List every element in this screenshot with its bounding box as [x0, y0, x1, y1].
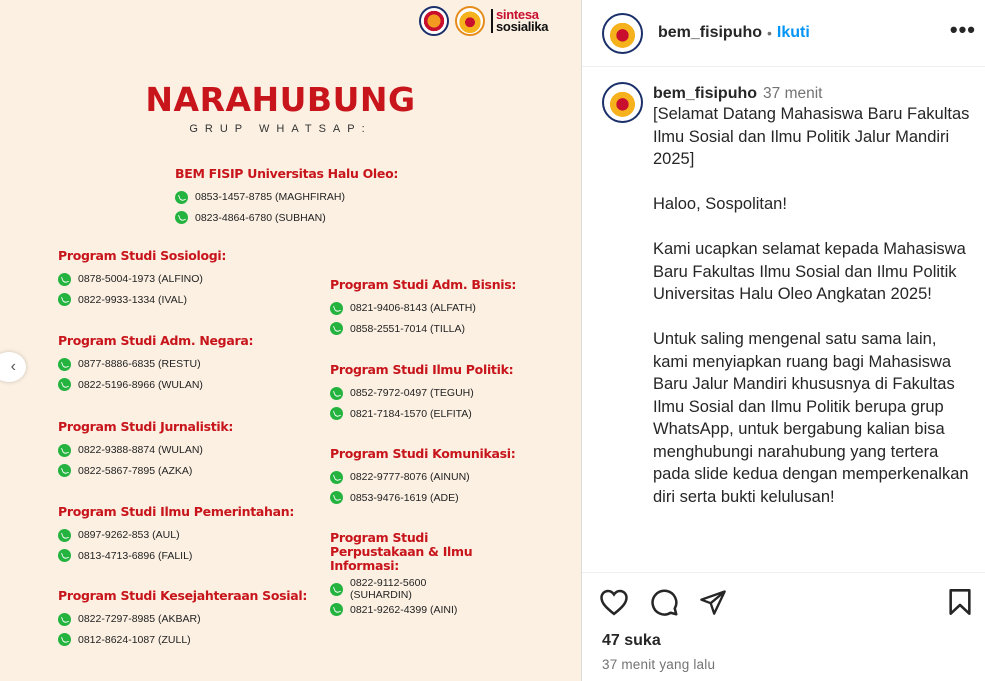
contact-number: 0821-9262-4399 (AINI) — [350, 603, 458, 616]
contact-number: 0812-8624-1087 (ZULL) — [78, 633, 191, 646]
whatsapp-icon — [330, 471, 343, 484]
contact-number: 0822-9112-5600 (SUHARDIN) — [350, 577, 427, 602]
caption-time: 37 menit — [763, 85, 823, 102]
contact-item — [330, 319, 516, 340]
whatsapp-icon — [58, 378, 71, 391]
whatsapp-icon — [58, 529, 71, 542]
whatsapp-icon — [175, 211, 188, 224]
group-heading: Program Studi Kesejahteraan Sosial: — [58, 588, 308, 603]
contact-group-adm-bisnis — [330, 278, 516, 339]
contact-item — [330, 579, 490, 600]
group-heading: Program Studi Jurnalistik: — [58, 419, 234, 434]
chevron-left-icon: ‹ — [10, 358, 16, 375]
whatsapp-icon — [330, 322, 343, 335]
contact-group-sosiologi — [58, 249, 226, 310]
contact-item — [58, 461, 233, 482]
whatsapp-icon — [58, 613, 71, 626]
caption-text: [Selamat Datang Mahasiswa Baru Fakultas Ilmu Sosial dan Ilmu Politik Jalur Mandiri 2025] Haloo, Sospolitan! Kami ucapkan selamat kepada Mahasiswa Baru Fakultas Ilmu Sosial dan Ilmu Politik Universitas Halu Oleo Angkatan 2025! Untuk saling mengenal satu sama lain, kami menyiapkan ruang bagi Mahasiswa Baru Jalur Mandiri khususnya di Fakultas Ilmu Sosial dan Ilmu Politik berupa grup WhatsApp, untuk bergabung kalian bisa menghubungi narahubung yang tertera pada slide kedua dengan memperkenalkan diri serta bukti kelulusan! — [653, 105, 970, 506]
contact-number: 0878-5004-1973 (ALFINO) — [78, 273, 203, 286]
contact-group-jurnalistik — [58, 420, 233, 481]
follow-button[interactable]: Ikuti — [776, 24, 810, 41]
caption-avatar[interactable] — [602, 82, 643, 123]
contact-number: 0813-4713-6896 (FALIL) — [78, 549, 193, 562]
contact-number: 0897-9262-853 (AUL) — [78, 529, 180, 542]
sintesa-sosialika-logo — [491, 9, 548, 33]
contact-number: 0821-9406-8143 (ALFATH) — [350, 302, 476, 315]
contact-item — [58, 525, 294, 546]
whatsapp-icon — [330, 387, 343, 400]
whatsapp-icon — [175, 191, 188, 204]
whatsapp-icon — [58, 358, 71, 371]
contact-item — [58, 269, 226, 290]
send-icon — [699, 588, 727, 616]
contact-number: 0858-2551-7014 (TILLA) — [350, 322, 465, 335]
group-heading: Program Studi Ilmu Pemerintahan: — [58, 504, 295, 519]
contact-number: 0822-5196-8966 (WULAN) — [78, 378, 203, 391]
contact-number: 0822-9777-8076 (AINUN) — [350, 471, 470, 484]
contact-group-bem — [175, 167, 398, 228]
contact-item — [58, 375, 253, 396]
contact-item — [58, 440, 233, 461]
whatsapp-icon — [58, 273, 71, 286]
logo-strip — [419, 6, 548, 36]
contact-item — [330, 488, 515, 509]
group-heading: Program Studi Adm. Bisnis: — [330, 277, 517, 292]
group-heading: Program Studi Ilmu Politik: — [330, 362, 514, 377]
whatsapp-icon — [58, 293, 71, 306]
contact-group-ilmu-politik — [330, 363, 513, 424]
contact-item — [175, 208, 398, 229]
contact-number: 0822-9933-1334 (IVAL) — [78, 293, 187, 306]
group-heading: BEM FISIP Universitas Halu Oleo: — [175, 166, 399, 181]
contact-number: 0822-7297-8985 (AKBAR) — [78, 613, 201, 626]
university-logo — [419, 6, 449, 36]
contact-number: 0877-8886-6835 (RESTU) — [78, 358, 201, 371]
caption-username[interactable]: bem_fisipuho — [653, 85, 758, 102]
save-button[interactable] — [944, 586, 976, 618]
contact-group-komunikasi — [330, 447, 515, 508]
bookmark-icon — [947, 588, 973, 616]
avatar[interactable] — [602, 13, 643, 54]
action-bar — [582, 586, 985, 622]
whatsapp-icon — [58, 444, 71, 457]
like-button[interactable] — [598, 586, 630, 618]
bem-logo — [455, 6, 485, 36]
contact-group-perpustakaan — [330, 531, 490, 620]
contact-number: 0822-9388-8874 (WULAN) — [78, 444, 203, 457]
comment-icon — [649, 587, 679, 617]
contact-item — [330, 404, 513, 425]
contact-number: 0822-5867-7895 (AZKA) — [78, 464, 193, 477]
group-heading: Program Studi Sosiologi: — [58, 248, 227, 263]
contact-item — [330, 467, 515, 488]
whatsapp-icon — [330, 491, 343, 504]
contact-item — [175, 187, 398, 208]
contact-group-kesejahteraan-sosial — [58, 589, 307, 650]
contact-item — [58, 290, 226, 311]
group-heading: Program Studi Adm. Negara: — [58, 333, 254, 348]
whatsapp-icon — [330, 302, 343, 315]
contact-group-adm-negara — [58, 334, 253, 395]
whatsapp-icon — [330, 583, 343, 596]
caption-scroll-area[interactable] — [582, 68, 985, 573]
contact-item — [330, 383, 513, 404]
whatsapp-icon — [58, 549, 71, 562]
comment-button[interactable] — [648, 586, 680, 618]
post-timestamp[interactable]: 37 menit yang lalu — [602, 657, 716, 672]
whatsapp-icon — [330, 407, 343, 420]
contact-number: 0821-7184-1570 (ELFITA) — [350, 407, 472, 420]
contact-number: 0852-7972-0497 (TEGUH) — [350, 387, 474, 400]
more-options-icon[interactable]: ••• — [949, 17, 976, 42]
group-heading: Program Studi Komunikasi: — [330, 446, 516, 461]
contact-item — [58, 630, 307, 651]
contact-item — [58, 609, 307, 630]
share-button[interactable] — [697, 586, 729, 618]
separator-dot: • — [767, 25, 772, 41]
previous-slide-button[interactable] — [0, 352, 26, 382]
contact-number: 0853-9476-1619 (ADE) — [350, 491, 459, 504]
contact-item — [330, 600, 490, 621]
caption — [653, 85, 971, 508]
brand-line1: sintesa — [496, 7, 539, 22]
post-header — [582, 0, 985, 67]
whatsapp-icon — [330, 603, 343, 616]
whatsapp-icon — [58, 464, 71, 477]
contact-number: 0823-4864-6780 (SUBHAN) — [195, 211, 326, 224]
like-count[interactable]: 47 suka — [602, 632, 661, 649]
header-username[interactable]: bem_fisipuho — [658, 24, 763, 41]
contact-item — [58, 546, 294, 567]
contact-item — [58, 354, 253, 375]
contact-item — [330, 298, 516, 319]
contact-group-ilmu-pemerintahan — [58, 505, 294, 566]
contact-number: 0853-1457-8785 (MAGHFIRAH) — [195, 191, 345, 204]
caption-meta — [653, 85, 971, 103]
group-heading: Program Studi Perpustakaan & Ilmu Informasi: — [330, 530, 473, 573]
brand-line2: sosialika — [496, 19, 549, 34]
heart-icon — [599, 588, 629, 616]
whatsapp-icon — [58, 633, 71, 646]
post-details — [581, 0, 985, 681]
poster-title: NARAHUBUNG — [145, 80, 416, 119]
poster-subtitle: GRUP WHATSAP: — [189, 123, 372, 135]
